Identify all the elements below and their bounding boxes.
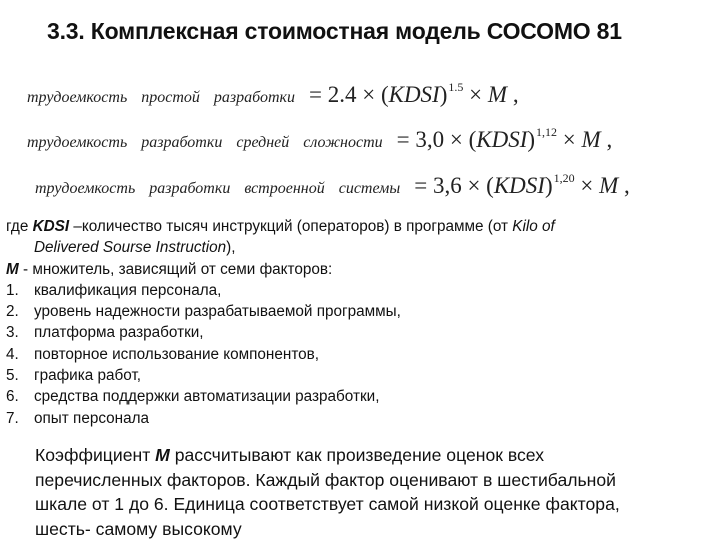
list-item: [6, 280, 706, 301]
list-text: квалификация персонала,: [34, 282, 221, 299]
list-text: платформа разработки,: [34, 324, 204, 341]
formula-multiplier: M: [488, 82, 507, 107]
formula-word: сложности: [303, 134, 382, 151]
m-definition: [6, 259, 706, 280]
formula-exponent: 1,20: [554, 171, 575, 185]
list-number: 2.: [6, 301, 34, 322]
formula-medium: [27, 125, 612, 153]
formula-rhs: [309, 82, 519, 107]
kdsi-end: ),: [226, 239, 235, 256]
summary-text: Коэффициент: [35, 445, 155, 465]
list-item: [6, 301, 706, 322]
m-term: М: [6, 261, 19, 278]
formula-word: разработки: [214, 89, 295, 106]
list-item: [6, 365, 706, 386]
kdsi-definition-cont: [6, 237, 706, 258]
summary-line: шкале от 1 до 6. Единица соответствует самой низкой оценке фактора,: [35, 492, 715, 517]
summary-text: рассчитывают как произведение оценок всех: [170, 445, 544, 465]
summary-line: шесть- самому высокому: [35, 517, 715, 541]
formula-word: встроенной: [244, 180, 324, 197]
formula-exponent: 1.5: [448, 80, 463, 94]
list-item: [6, 386, 706, 407]
kdsi-term: KDSI: [33, 218, 70, 235]
formula-multiplier: M: [599, 173, 618, 198]
list-text: средства поддержки автоматизации разработки,: [34, 388, 379, 405]
formula-coefficient: = 3,0 × (: [397, 127, 477, 152]
formula-word: простой: [141, 89, 200, 106]
list-number: 1.: [6, 280, 34, 301]
formula-variable: KDSI: [494, 173, 545, 198]
list-number: 3.: [6, 322, 34, 343]
formula-rhs: [397, 127, 613, 152]
m-term: М: [155, 445, 170, 465]
formula-paren: ): [545, 173, 553, 198]
formula-word: трудоемкость: [35, 180, 135, 197]
kdsi-text: –количество тысяч инструкций (операторов) в программе (от: [69, 218, 512, 235]
list-number: 4.: [6, 344, 34, 365]
formula-rhs: [414, 173, 630, 198]
list-number: 5.: [6, 365, 34, 386]
summary-paragraph: [35, 443, 715, 541]
summary-line: перечисленных факторов. Каждый фактор оценивают в шестибальной: [35, 468, 715, 493]
kdsi-definition: [6, 216, 706, 237]
list-text: графика работ,: [34, 367, 141, 384]
list-text: опыт персонала: [34, 410, 149, 427]
kdsi-source-cont: Delivered Sourse Instruction: [34, 239, 226, 256]
list-item: [6, 408, 706, 429]
formula-word: трудоемкость: [27, 89, 127, 106]
formula-word: системы: [339, 180, 401, 197]
formula-comma: ,: [618, 173, 630, 198]
definition-lead: где: [6, 218, 28, 235]
formula-coefficient: = 2.4 × (: [309, 82, 389, 107]
formula-embedded: [35, 171, 630, 199]
formula-paren: ): [440, 82, 448, 107]
definitions-block: [6, 216, 706, 429]
formula-word: трудоемкость: [27, 134, 127, 151]
formula-variable: KDSI: [389, 82, 440, 107]
formula-exponent: 1,12: [536, 125, 557, 139]
list-text: уровень надежности разрабатываемой программы,: [34, 303, 401, 320]
list-text: повторное использование компонентов,: [34, 346, 319, 363]
list-item: [6, 322, 706, 343]
formula-simple: [27, 80, 519, 108]
formula-coefficient: = 3,6 × (: [414, 173, 494, 198]
formula-word: разработки: [141, 134, 222, 151]
formula-comma: ,: [507, 82, 519, 107]
list-number: 6.: [6, 386, 34, 407]
formula-paren: ): [527, 127, 535, 152]
summary-line: [35, 443, 715, 468]
kdsi-source: Kilo of: [512, 218, 555, 235]
formula-multiplier: M: [582, 127, 601, 152]
list-number: 7.: [6, 408, 34, 429]
slide-title: 3.3. Комплексная стоимостная модель СОСОМО 81: [47, 18, 622, 45]
formula-times: ×: [463, 82, 487, 107]
list-item: [6, 344, 706, 365]
formula-variable: KDSI: [476, 127, 527, 152]
formula-word: разработки: [149, 180, 230, 197]
m-text: - множитель, зависящий от семи факторов:: [19, 261, 333, 278]
formula-comma: ,: [601, 127, 613, 152]
formula-times: ×: [557, 127, 581, 152]
formula-times: ×: [575, 173, 599, 198]
formula-word: средней: [236, 134, 289, 151]
